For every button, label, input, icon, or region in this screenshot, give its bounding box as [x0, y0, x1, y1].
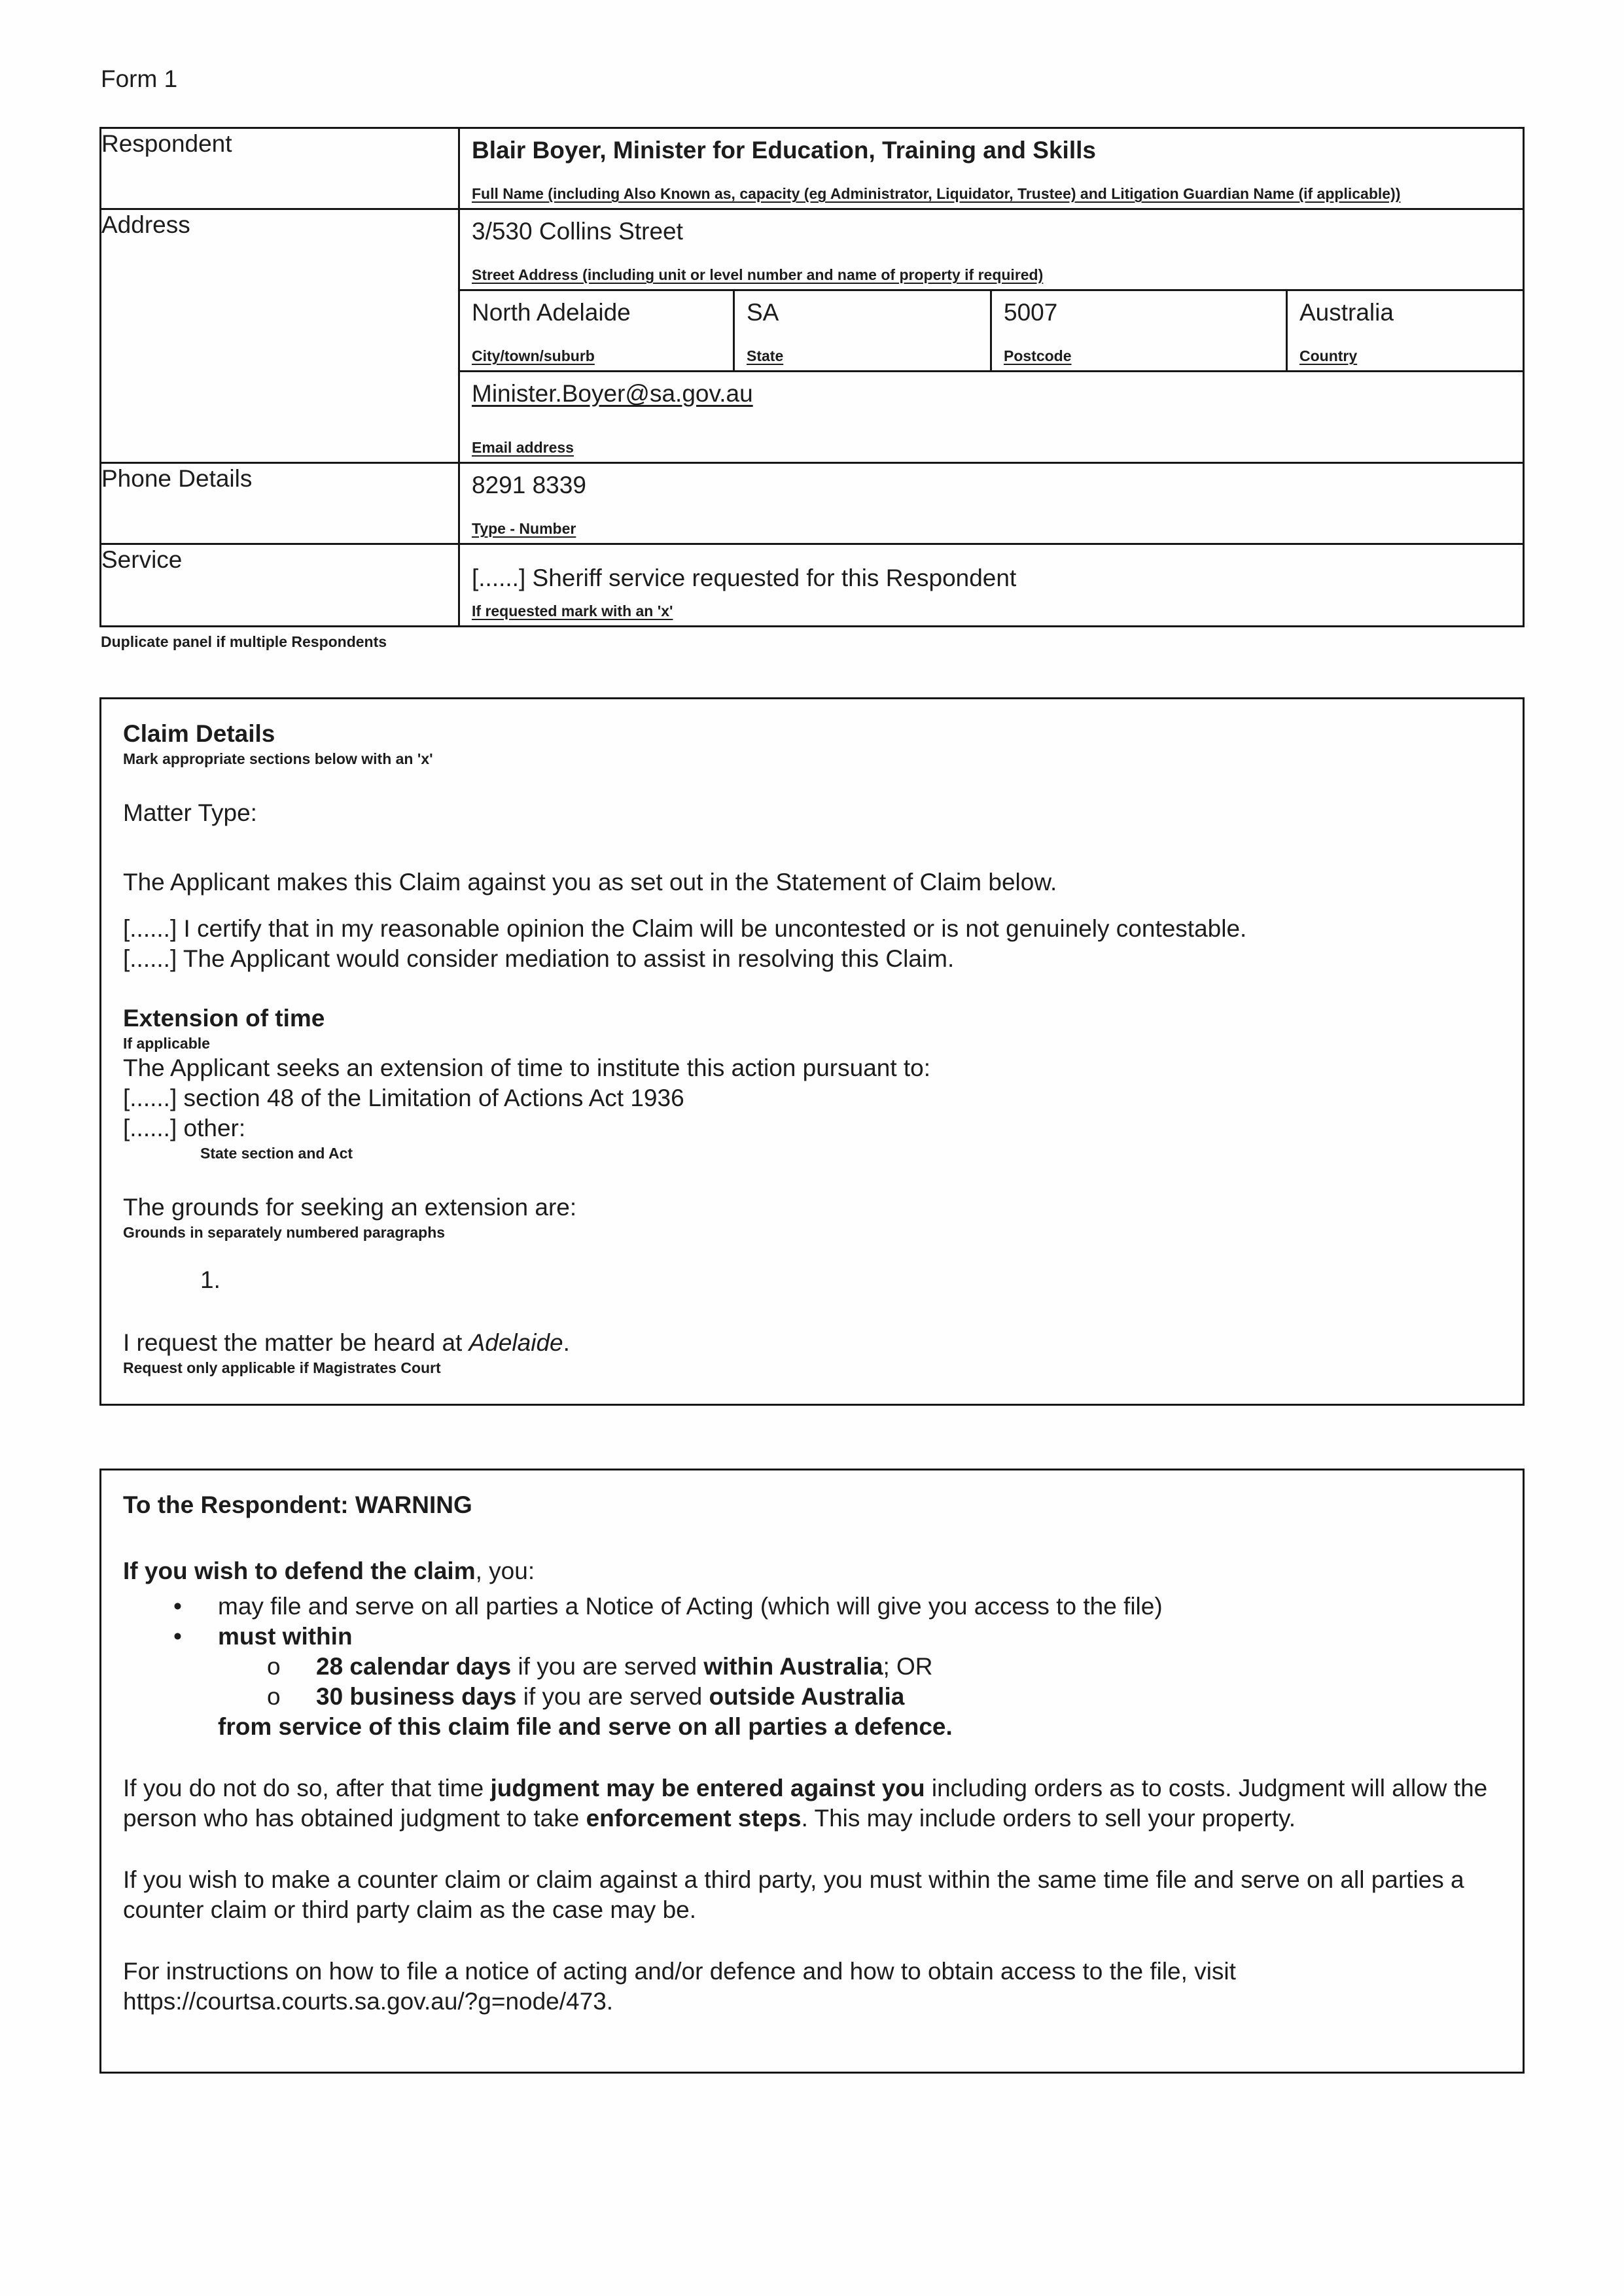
sheriff-service-value: [......] Sheriff service requested for this Respondent	[472, 565, 1017, 591]
extension-other-caption: State section and Act	[200, 1145, 353, 1162]
hearing-prefix-text: I request the matter be heard at	[123, 1329, 469, 1356]
extension-intro: The Applicant seeks an extension of time to institute this action pursuant to:	[123, 1054, 931, 1081]
sub-bullet-icon: o	[267, 1653, 281, 1680]
duplicate-panel-note: Duplicate panel if multiple Respondents	[101, 633, 387, 650]
respondent-table	[99, 127, 1525, 627]
mediation-line: [......] The Applicant would consider mediation to assist in resolving this Claim.	[123, 945, 955, 972]
city-subcell	[460, 291, 733, 370]
table-row	[101, 128, 1524, 209]
service-caption: If requested mark with an 'x'	[472, 602, 673, 619]
postcode-value: 5007	[1004, 299, 1058, 326]
claim-details-title: Claim Details	[123, 720, 275, 747]
claim-statement: The Applicant makes this Claim against you as set out in the Statement of Claim below.	[123, 869, 1057, 896]
sub-bullet-icon: o	[267, 1683, 281, 1710]
extension-option-other: [......] other:	[123, 1115, 246, 1141]
service-label: Service	[101, 544, 459, 627]
defend-intro-rest-text: , you:	[475, 1557, 535, 1584]
enforcement-steps-bold: enforcement steps	[586, 1805, 802, 1832]
full-name-cell	[459, 128, 1524, 209]
within-australia-bold: within Australia	[703, 1653, 883, 1680]
defence-service-line: from service of this claim file and serve on all parties a defence.	[218, 1713, 953, 1740]
address-label: Address	[101, 209, 459, 463]
state-value: SA	[747, 299, 779, 326]
sub-bullet-28-days-text	[316, 1652, 933, 1682]
served-text: if you are served	[516, 1683, 709, 1710]
form-title: Form 1	[101, 65, 178, 92]
full-name-value: Blair Boyer, Minister for Education, Training and Skills	[472, 137, 1096, 164]
or-text: ; OR	[883, 1653, 933, 1680]
judgment-pre-text: If you do not do so, after that time	[123, 1775, 491, 1801]
judgment-mid-text: including orders as to costs. Judgment will allow the person who has obtained judgment to take	[123, 1775, 1488, 1832]
state-subcell	[733, 291, 990, 370]
sub-bullet-30-days-text	[316, 1682, 904, 1712]
grounds-label: The grounds for seeking an extension are:	[123, 1194, 577, 1221]
full-name-caption: Full Name (including Also Known as, capacity (eg Administrator, Liquidator, Trustee) and Litigation Guardian Name (if applicable))	[472, 185, 1401, 202]
email-cell	[459, 372, 1524, 463]
hearing-location: Adelaide	[468, 1329, 563, 1356]
defend-intro-bold-text: If you wish to defend the claim	[123, 1557, 476, 1584]
hearing-suffix-text: .	[563, 1329, 570, 1356]
phone-caption: Type - Number	[472, 520, 576, 537]
extension-of-time-title: Extension of time	[123, 1005, 325, 1032]
state-caption: State	[747, 347, 784, 364]
city-caption: City/town/suburb	[472, 347, 595, 364]
claim-details-subtitle: Mark appropriate sections below with an 'x'	[123, 750, 433, 767]
instructions-tail-text: .	[606, 1988, 614, 2015]
table-row	[101, 463, 1524, 544]
country-caption: Country	[1299, 347, 1358, 364]
hearing-request-line	[123, 1328, 1495, 1358]
days-28-bold: 28 calendar days	[316, 1653, 512, 1680]
courtsa-url: https://courtsa.courts.sa.gov.au/?g=node/473	[123, 1988, 607, 2015]
respondent-label: Respondent	[101, 128, 459, 209]
phone-details-label: Phone Details	[101, 463, 459, 544]
extension-if-applicable-note: If applicable	[123, 1035, 210, 1052]
warning-section	[99, 1469, 1525, 2074]
outside-australia-bold: outside Australia	[709, 1683, 905, 1710]
extension-option-section48: [......] section 48 of the Limitation of Actions Act 1936	[123, 1085, 684, 1111]
street-caption: Street Address (including unit or level number and name of property if required)	[472, 266, 1044, 283]
postcode-subcell	[990, 291, 1286, 370]
defend-intro-line	[123, 1556, 1495, 1586]
certify-uncontested-line: [......] I certify that in my reasonable opinion the Claim will be uncontested or is not genuinely contestable.	[123, 915, 1247, 942]
phone-cell	[459, 463, 1524, 544]
street-address-cell	[459, 209, 1524, 290]
phone-value: 8291 8339	[472, 472, 586, 498]
judgment-paragraph	[123, 1773, 1495, 1834]
email-caption: Email address	[472, 439, 574, 456]
city-value: North Adelaide	[472, 299, 631, 326]
warning-title: To the Respondent: WARNING	[123, 1491, 472, 1518]
service-cell	[459, 544, 1524, 627]
postcode-caption: Postcode	[1004, 347, 1072, 364]
country-subcell	[1286, 291, 1523, 370]
bullet-notice-of-acting	[123, 1592, 1495, 1622]
bullet-notice-text: may file and serve on all parties a Notice of Acting (which will give you access to the file)	[218, 1593, 1163, 1620]
counter-claim-paragraph: If you wish to make a counter claim or claim against a third party, you must within the same time file and serve on all parties a counter claim or third party claim as the case may be.	[123, 1866, 1464, 1923]
instructions-pre-text: For instructions on how to file a notice of acting and/or defence and how to obtain access to the file, visit	[123, 1958, 1236, 1985]
instructions-paragraph	[123, 1957, 1495, 2017]
days-30-bold: 30 business days	[316, 1683, 517, 1710]
table-row	[101, 544, 1524, 627]
hearing-caption: Request only applicable if Magistrates Court	[123, 1359, 441, 1376]
email-value: Minister.Boyer@sa.gov.au	[472, 380, 753, 407]
grounds-item-number: 1.	[200, 1266, 221, 1293]
sub-bullet-30-days	[123, 1682, 1495, 1712]
sub-bullet-28-days	[123, 1652, 1495, 1682]
bullet-icon: •	[173, 1623, 182, 1650]
table-row	[101, 209, 1524, 290]
country-value: Australia	[1299, 299, 1394, 326]
grounds-caption: Grounds in separately numbered paragraphs	[123, 1224, 446, 1241]
matter-type-label: Matter Type:	[123, 799, 257, 826]
street-value: 3/530 Collins Street	[472, 218, 683, 245]
judgment-entered-bold: judgment may be entered against you	[490, 1775, 925, 1801]
bullet-must-within	[123, 1622, 1495, 1652]
served-text: if you are served	[511, 1653, 704, 1680]
bullet-must-within-text: must within	[218, 1623, 353, 1650]
judgment-tail-text: . This may include orders to sell your property.	[801, 1805, 1296, 1832]
claim-details-section	[99, 697, 1525, 1406]
bullet-icon: •	[173, 1593, 182, 1620]
city-state-postcode-country-cell	[459, 290, 1524, 372]
